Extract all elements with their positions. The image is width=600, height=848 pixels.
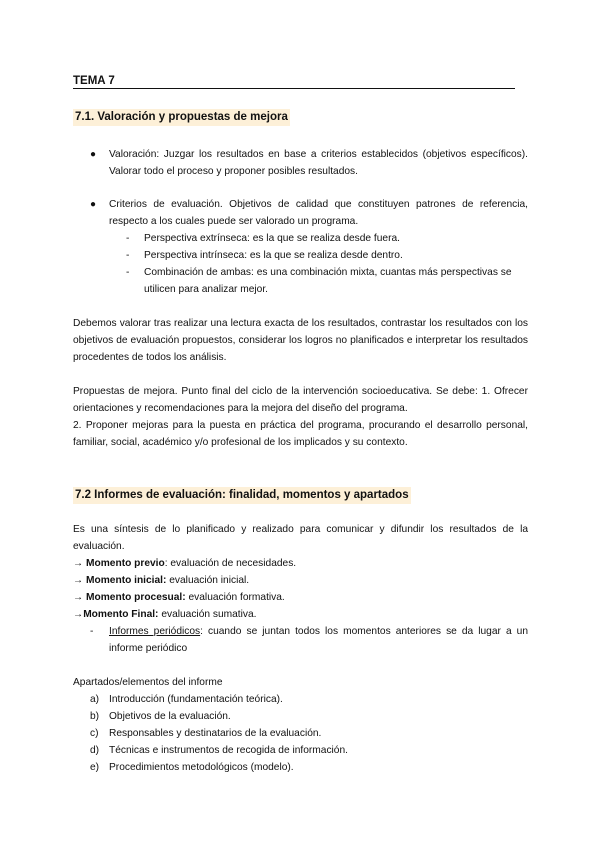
- list-item: [90, 725, 321, 742]
- bullet-icon: ●: [90, 149, 97, 160]
- dash-marker: -: [126, 233, 130, 244]
- paragraph: 2. Proponer mejoras para la puesta en práctica del programa, procurando el desarrollo personal, familiar, social, académico y/o profesional de los implicados y su contexto.: [73, 420, 528, 448]
- moment-text: evaluación de necesidades.: [170, 558, 297, 569]
- dash-marker: -: [126, 250, 130, 261]
- paragraph: Es una síntesis de lo planificado y realizado para comunicar y difundir los resultados de la evaluación.: [73, 524, 528, 552]
- bullet-icon: ●: [90, 199, 97, 210]
- moment-label: Momento Final:: [83, 609, 159, 620]
- periodic-text: : cuando se juntan todos los momentos anteriores se da lugar a un informe periódico: [109, 626, 528, 654]
- moment-text: evaluación formativa.: [188, 592, 285, 603]
- bullet-text: Valoración: Juzgar los resultados en base a criterios establecidos (objetivos específicos). Valorar todo el proceso y proponer posibles resultados.: [109, 149, 528, 177]
- sub-item-text: Perspectiva intrínseca: es la que se realiza desde dentro.: [144, 250, 403, 261]
- bullet-item: [90, 146, 528, 180]
- periodic-label: Informes periódicos: [109, 626, 201, 637]
- list-marker: a): [90, 694, 100, 705]
- list-marker: b): [90, 711, 100, 722]
- sub-list-item: [126, 247, 528, 264]
- arrow-icon: →: [73, 575, 87, 586]
- moment-label: Momento previo: [86, 558, 165, 569]
- arrow-icon: →: [73, 558, 87, 569]
- list-marker: c): [90, 728, 99, 739]
- sub-list-item: [126, 230, 528, 247]
- sub-list-item: [126, 264, 528, 298]
- arrow-icon: →: [73, 609, 84, 620]
- topic-title: TEMA 7: [73, 74, 515, 89]
- moment-line: [73, 606, 256, 623]
- list-item: [90, 708, 231, 725]
- list-item: [90, 691, 283, 708]
- moment-label: Momento inicial:: [86, 575, 167, 586]
- moment-text: evaluación sumativa.: [161, 609, 257, 620]
- apartados-title: Apartados/elementos del informe: [73, 677, 223, 688]
- moment-line: → Momento previo: evaluación de necesidades.: [73, 558, 297, 569]
- sub-item-text: Combinación de ambas: es una combinación mixta, cuantas más perspectivas se utilicen para analizar mejor.: [144, 267, 512, 295]
- arrow-icon: →: [73, 592, 87, 603]
- dash-marker: -: [126, 267, 130, 278]
- moment-line: [73, 572, 249, 589]
- list-marker: d): [90, 745, 100, 756]
- bullet-text: Criterios de evaluación. Objetivos de calidad que constituyen patrones de referencia, respecto a los cuales puede ser valorado un programa.: [109, 199, 528, 227]
- list-item-text: Técnicas e instrumentos de recogida de información.: [109, 745, 348, 756]
- section-heading-7-2: 7.2 Informes de evaluación: finalidad, momentos y apartados: [73, 487, 411, 504]
- moment-label: Momento procesual:: [86, 592, 186, 603]
- list-item-text: Procedimientos metodológicos (modelo).: [109, 762, 294, 773]
- list-item-text: Introducción (fundamentación teórica).: [109, 694, 283, 705]
- bullet-item: [90, 196, 528, 230]
- dash-marker: -: [90, 626, 94, 637]
- moment-text: evaluación inicial.: [169, 575, 250, 586]
- list-marker: e): [90, 762, 100, 773]
- list-item-text: Objetivos de la evaluación.: [109, 711, 231, 722]
- list-item: [90, 742, 348, 759]
- paragraph: Debemos valorar tras realizar una lectura exacta de los resultados, contrastar los resultados con los objetivos de evaluación propuestos, considerar los logros no planificados e interpretar los resultados procedentes de todos los análisis.: [73, 318, 528, 363]
- list-item: [90, 759, 294, 776]
- paragraph: Propuestas de mejora. Punto final del ciclo de la intervención socioeducativa. Se debe: 1. Ofrecer orientaciones y recomendaciones para la mejora del diseño del programa.: [73, 386, 528, 414]
- moment-line: [73, 589, 285, 606]
- list-item-text: Responsables y destinatarios de la evaluación.: [109, 728, 322, 739]
- periodic-report-item: [90, 623, 528, 657]
- section-heading-7-1: 7.1. Valoración y propuestas de mejora: [73, 109, 290, 126]
- sub-item-text: Perspectiva extrínseca: es la que se realiza desde fuera.: [144, 233, 400, 244]
